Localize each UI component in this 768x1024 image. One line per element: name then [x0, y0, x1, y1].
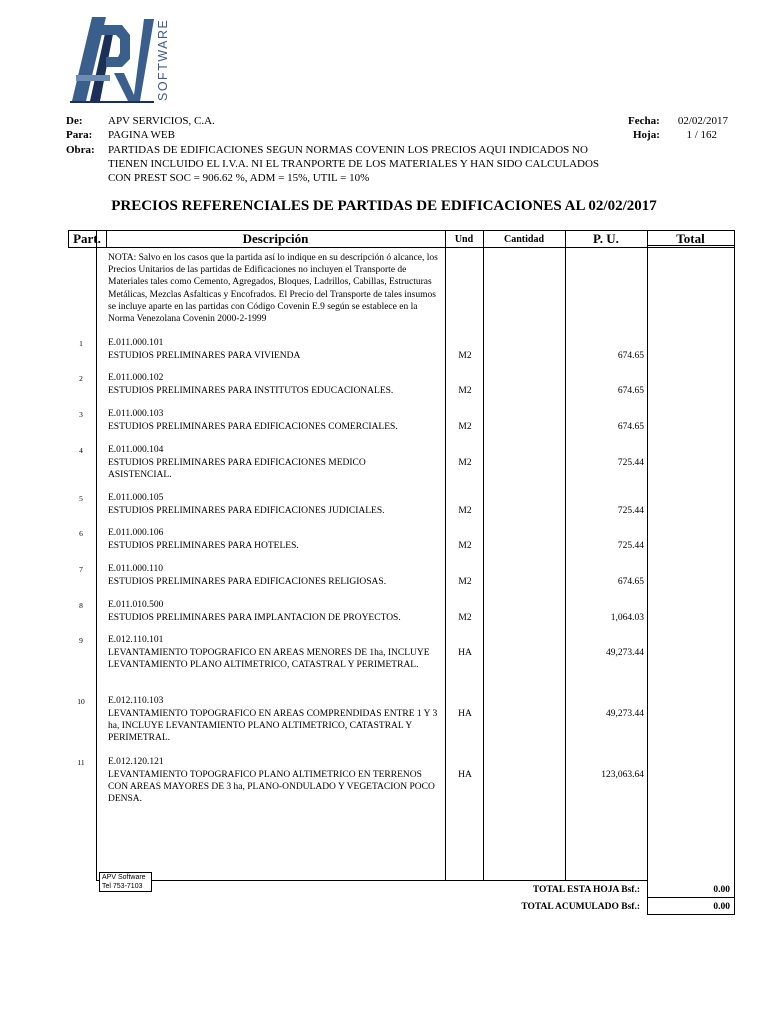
row-code: E.011.000.101 — [108, 338, 164, 348]
hoja-value: 1 / 162 — [686, 129, 717, 141]
row-description: ESTUDIOS PRELIMINARES PARA EDIFICACIONES JUDICIALES. — [108, 505, 385, 516]
row-description: ESTUDIOS PRELIMINARES PARA INSTITUTOS EDUCACIONALES. — [108, 385, 394, 396]
row-unit-price: 674.65 — [617, 576, 644, 587]
row-code: E.012.110.101 — [108, 635, 164, 645]
para-label: Para: — [66, 129, 93, 141]
row-unit: M2 — [458, 540, 472, 551]
row-code: E.012.120.121 — [108, 757, 164, 767]
row-description: ESTUDIOS PRELIMINARES PARA EDIFICACIONES COMERCIALES. — [108, 421, 398, 432]
row-description: LEVANTAMIENTO TOPOGRAFICO PLANO ALTIMETRICO EN TERRENOS CON AREAS MAYORES DE 3 ha, PLANO-ONDULADO Y VEGETACION POCO DENSA. — [108, 769, 435, 804]
table-top-border — [68, 230, 735, 231]
hoja-label: Hoja: — [633, 129, 660, 141]
row-number: 9 — [79, 636, 83, 645]
apv-stamp — [99, 872, 152, 892]
row-unit-price: 49,273.44 — [606, 647, 644, 658]
row-unit-price: 674.65 — [617, 350, 644, 361]
row-unit-price: 674.65 — [617, 421, 644, 432]
row-unit: M2 — [458, 385, 472, 396]
col-divider-cantidad — [565, 230, 566, 880]
fecha-label: Fecha: — [628, 115, 660, 127]
obra-label: Obra: — [66, 144, 95, 156]
col-divider-und — [483, 230, 484, 880]
row-number: 6 — [79, 529, 83, 538]
row-unit: HA — [458, 647, 472, 658]
row-code: E.011.000.104 — [108, 445, 164, 455]
total-hoja-label: TOTAL ESTA HOJA Bsf.: — [532, 885, 640, 895]
row-description: LEVANTAMIENTO TOPOGRAFICO EN AREAS COMPRENDIDAS ENTRE 1 Y 3 ha, INCLUYE LEVANTAMIENTO PLANO ALTIMETRICO, CATASTRAL Y PERIMETRAL. — [108, 708, 438, 743]
col-header-descripcion: Descripción — [242, 231, 309, 246]
row-code: E.011.000.103 — [108, 409, 164, 419]
row-unit: HA — [458, 769, 472, 780]
row-number: 11 — [77, 758, 85, 767]
row-unit: M2 — [458, 457, 472, 468]
row-number: 3 — [79, 410, 83, 419]
row-unit: M2 — [458, 576, 472, 587]
stamp-line-2: Tel 753-7103 — [102, 883, 143, 890]
col-header-total: Total — [676, 231, 705, 246]
col-header-und: Und — [454, 234, 474, 245]
col-divider-part — [96, 230, 97, 880]
row-number: 10 — [77, 697, 85, 706]
row-unit-price: 49,273.44 — [606, 708, 644, 719]
row-description: ESTUDIOS PRELIMINARES PARA VIVIENDA — [108, 350, 301, 361]
row-unit-price: 725.44 — [617, 505, 644, 516]
col-header-part: Part. — [73, 231, 101, 246]
row-number: 7 — [79, 565, 83, 574]
row-code: E.011.010.500 — [108, 600, 164, 610]
row-unit-price: 123,063.64 — [601, 769, 644, 780]
row-code: E.011.000.105 — [108, 493, 164, 503]
row-unit-price: 1,064.03 — [610, 612, 644, 623]
row-description: ESTUDIOS PRELIMINARES PARA HOTELES. — [108, 540, 299, 551]
de-value: APV SERVICIOS, C.A. — [108, 115, 215, 127]
row-number: 1 — [79, 339, 83, 348]
row-number: 4 — [79, 446, 83, 455]
obra-line-1: PARTIDAS DE EDIFICACIONES SEGUN NORMAS COVENIN LOS PRECIOS AQUI INDICADOS NO — [108, 144, 588, 156]
row-number: 5 — [79, 494, 83, 503]
fecha-value: 02/02/2017 — [677, 115, 728, 127]
row-number: 2 — [79, 374, 83, 383]
obra-line-2: TIENEN INCLUIDO EL I.V.A. NI EL TRANPORTE DE LOS MATERIALES Y HAN SIDO CALCULADOS — [108, 158, 600, 170]
table-header-border — [68, 247, 735, 248]
logo-side-text: SOFTWARE — [156, 18, 170, 101]
row-unit-price: 725.44 — [617, 457, 644, 468]
row-unit: M2 — [458, 421, 472, 432]
row-description: ESTUDIOS PRELIMINARES PARA EDIFICACIONES RELIGIOSAS. — [108, 576, 387, 587]
col-divider-desc — [445, 230, 446, 880]
stamp-line-1: APV Software — [102, 874, 146, 881]
row-unit: M2 — [458, 350, 472, 361]
total-hoja-value: 0.00 — [713, 885, 730, 895]
row-code: E.011.000.106 — [108, 528, 164, 538]
row-code: E.011.000.110 — [108, 564, 163, 574]
row-unit: HA — [458, 708, 472, 719]
table-note: NOTA: Salvo en los casos que la partida así lo indique en su descripción ó alcance, los Precios Unitarios de las partidas de Edificaciones no incluyen el Transporte de Materiales tales como Cemento, Agregados, Bloques, Ladrillos, Cabillas, Estructuras Metálicas, Mezclas Asfalticas y Encofrados. El Precio del Transporte de tales insumos se incluye aparte en las partidas con Código Covenin E.9 según se establece en la Norma Venezolana Covenin 2000-2-1999 — [108, 253, 438, 325]
row-unit-price: 725.44 — [617, 540, 644, 551]
document-title: PRECIOS REFERENCIALES DE PARTIDAS DE EDIFICACIONES AL 02/02/2017 — [111, 198, 657, 214]
row-unit: M2 — [458, 612, 472, 623]
col-header-cantidad: Cantidad — [503, 234, 544, 245]
totals-divider — [647, 897, 735, 898]
total-acumulado-label: TOTAL ACUMULADO Bsf.: — [521, 902, 640, 912]
row-description: ESTUDIOS PRELIMINARES PARA EDIFICACIONES MEDICO ASISTENCIAL. — [108, 457, 366, 480]
row-unit: M2 — [458, 505, 472, 516]
total-acumulado-value: 0.00 — [713, 902, 730, 912]
table-bottom-border — [96, 880, 648, 881]
para-value: PAGINA WEB — [108, 129, 175, 141]
apv-software-logo — [70, 15, 170, 103]
row-number: 8 — [79, 601, 83, 610]
totals-bottom-border — [647, 914, 735, 915]
row-unit-price: 674.65 — [617, 385, 644, 396]
col-header-pu: P. U. — [593, 231, 619, 246]
col-divider-pu — [647, 230, 648, 914]
de-label: De: — [66, 115, 83, 127]
obra-line-3: CON PREST SOC = 906.62 %, ADM = 15%, UTIL = 10% — [108, 172, 370, 184]
row-code: E.012.110.103 — [108, 696, 164, 706]
row-code: E.011.000.102 — [108, 373, 164, 383]
row-description: ESTUDIOS PRELIMINARES PARA IMPLANTACION DE PROYECTOS. — [108, 612, 401, 623]
table-right-border — [734, 230, 735, 914]
row-description: LEVANTAMIENTO TOPOGRAFICO EN AREAS MENORES DE 1ha, INCLUYE LEVANTAMIENTO PLANO ALTIMETRICO, CATASTRAL Y PERIMETRAL. — [108, 647, 430, 670]
